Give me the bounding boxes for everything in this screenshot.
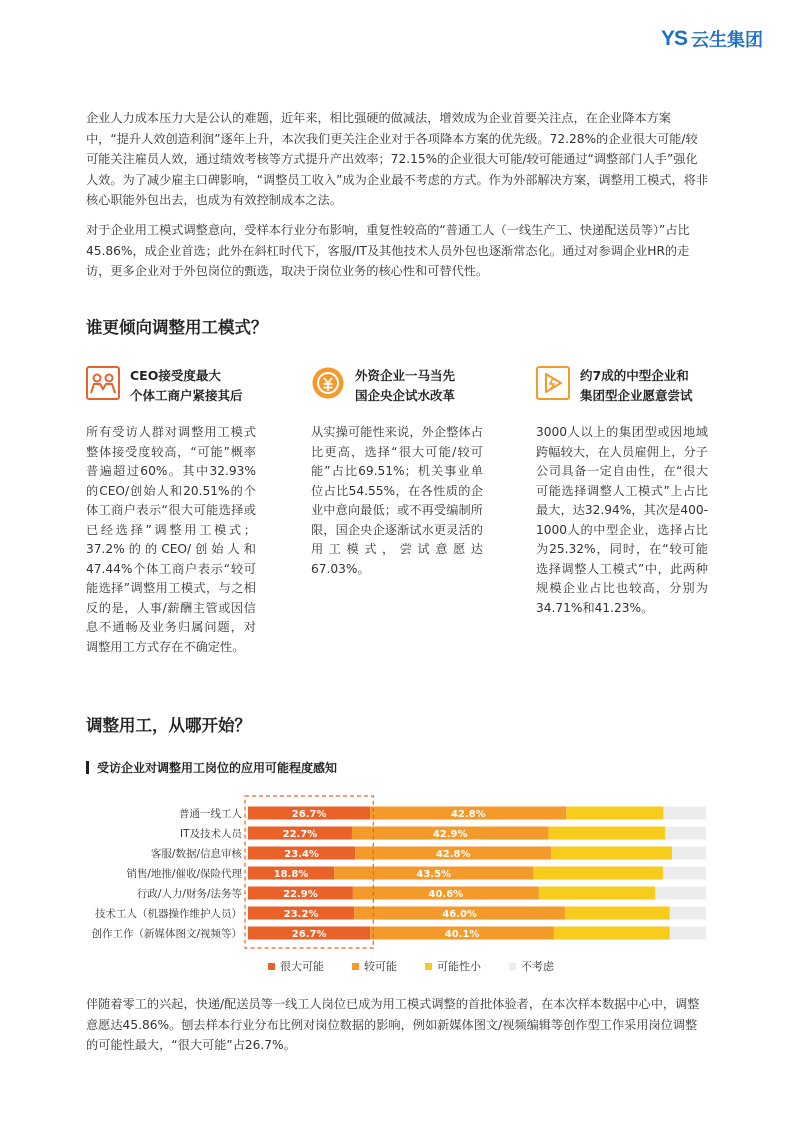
category-label: 销售/地推/催收/保险代理: [126, 868, 242, 880]
bar-segment: [665, 827, 706, 840]
section-title-who: 谁更倾向调整用工模式？: [86, 318, 268, 337]
bar-segment: [548, 827, 665, 840]
column-size: [536, 366, 708, 615]
data-label: 26.7%: [291, 929, 327, 940]
data-label: 42.8%: [435, 849, 471, 860]
category-label: 创作工作（新媒体图文/视频等）: [91, 928, 242, 940]
bar-segment: [551, 847, 672, 860]
bar-segment: [655, 887, 706, 900]
bar-segment: [663, 867, 706, 880]
legend-swatch: [425, 963, 432, 970]
title-bar-mark: [86, 761, 89, 774]
category-label: 普通一线工人: [179, 808, 242, 820]
bar-segment: [663, 807, 706, 820]
bar-segment: [565, 907, 670, 920]
bar-segment: [670, 907, 706, 920]
column-title-line2: 国企央企试水改革: [355, 388, 456, 403]
column-title-line1: CEO接受度最大: [130, 368, 221, 383]
people-icon: [86, 366, 120, 400]
category-label: IT及技术人员: [179, 828, 242, 840]
logo-latin: YS: [660, 27, 687, 50]
bar-segment: [672, 847, 706, 860]
chart-title-text: 受访企业对调整用工岗位的应用可能程度感知: [97, 761, 338, 775]
chart-legend: [268, 958, 554, 974]
column-title-line2: 集团型企业愿意尝试: [580, 388, 693, 403]
logo-chinese: 云生集团: [691, 30, 763, 51]
column-body: 所有受访人群对调整用工模式整体接受度较高，“可能”概率普遍超过60%。其中32.93%的CEO/创始人和20.51%的个体工商户表示“很大可能选择或已经选择”调整用工模式；37.2%的的CEO/创始人和47.44%个体工商户表示“较可能选择”调整用工模式，与之相反的是，人事/薪酬主管或因信息不通畅及业务归属问题，对调整用工方式存在不确定性。: [86, 425, 256, 654]
bar-segment: [554, 927, 670, 940]
category-label: 行政/人力/财务/法务等: [136, 888, 242, 900]
bar-segment: [533, 867, 663, 880]
data-label: 22.9%: [283, 889, 318, 900]
legend-swatch: [268, 963, 275, 970]
legend-label: 较可能: [364, 960, 397, 973]
coin-icon: [311, 366, 345, 400]
column-title-line1: 约7成的中型企业和: [580, 368, 689, 383]
stacked-bar-chart: [86, 795, 716, 950]
closing-paragraph: 伴随着零工的兴起，快递/配送员等一线工人岗位已成为用工模式调整的首批体验者，在本次样本数据中心中，调整意愿达45.86%。刨去样本行业分布比例对岗位数据的影响，例如新媒体图文/视频编辑等创作型工作采用岗位调整的可能性最大，“很大可能”占26.7%。: [86, 997, 700, 1052]
column-foreign: [311, 366, 483, 576]
company-logo: [661, 26, 763, 52]
column-title-line2: 个体工商户紧接其后: [130, 388, 243, 403]
chart-title: [86, 759, 337, 776]
column-body: 3000人以上的集团型或因地域跨幅较大，在人员雇佣上，分子公司具备一定自由性，在“很大可能选择调整人工模式”上占比最大，达32.94%，其次是400-1000人的中型企业，选择占比为25.32%，同时，在“较可能选择调整人工模式”中，此两种规模企业占比也较高，分别为34.71%和41.23%。: [536, 425, 708, 615]
data-label: 23.2%: [283, 909, 319, 920]
column-ceo: [86, 366, 256, 654]
data-label: 23.4%: [284, 849, 319, 860]
legend-swatch: [509, 963, 516, 970]
data-label: 43.5%: [416, 869, 452, 880]
legend-item: [268, 958, 324, 974]
category-label: 技术工人（机器操作维护人员）: [95, 908, 242, 920]
section-title-where: 调整用工，从哪开始？: [86, 716, 251, 735]
bar-segment: [539, 887, 655, 900]
data-label: 42.8%: [450, 809, 486, 820]
legend-swatch: [352, 963, 359, 970]
data-label: 40.1%: [444, 929, 480, 940]
data-label: 22.7%: [282, 829, 318, 840]
bar-segment: [670, 927, 706, 940]
category-label: 客服/数据/信息审核: [150, 848, 242, 860]
legend-item: [425, 958, 481, 974]
column-body: 从实操可能性来说，外企整体占比更高，选择“很大可能/较可能”占比69.51%；机关事业单位占比54.55%，在各性质的企业中意向最低；或不再受编制所限，国企央企逐渐试水更灵活的用工模式，尝试意愿达67.03%。: [311, 425, 483, 576]
data-label: 18.8%: [273, 869, 309, 880]
data-label: 40.6%: [428, 889, 464, 900]
legend-label: 可能性小: [437, 960, 481, 973]
column-title-line1: 外资企业一马当先: [355, 368, 456, 383]
data-label: 46.0%: [442, 909, 477, 920]
legend-item: [352, 958, 397, 974]
data-label: 42.9%: [432, 829, 468, 840]
play-doc-icon: [536, 366, 570, 400]
legend-label: 不考虑: [521, 960, 554, 973]
intro-paragraph-1: 企业人力成本压力大是公认的难题，近年来，相比强硬的做减法，增效成为企业首要关注点，在企业降本方案中，“提升人效创造利润”逐年上升，本次我们更关注企业对于各项降本方案的优先级。72.28%的企业很大可能/较可能关注雇员人效，通过绩效考核等方式提升产出效率；72.15%的企业很大可能/较可能通过“调整部门人手”强化人效。为了减少雇主口碑影响，“调整员工收入”成为企业最不考虑的方式。作为外部解决方案，调整用工模式，将非核心职能外包出去，也成为有效控制成本之法。: [86, 111, 709, 207]
bar-segment: [566, 807, 663, 820]
data-label: 26.7%: [291, 809, 327, 820]
legend-item: [509, 958, 554, 974]
intro-paragraph-2: 对于企业用工模式调整意向，受样本行业分布影响，重复性较高的“普通工人（一线生产工、快递配送员等）”占比45.86%，成企业首选；此外在斜杠时代下，客服/IT及其他技术人员外包也逐渐常态化。通过对参调企业HR的走访，更多企业对于外包岗位的甄选，取决于岗位业务的核心性和可替代性。: [86, 223, 690, 278]
legend-label: 很大可能: [280, 960, 324, 973]
